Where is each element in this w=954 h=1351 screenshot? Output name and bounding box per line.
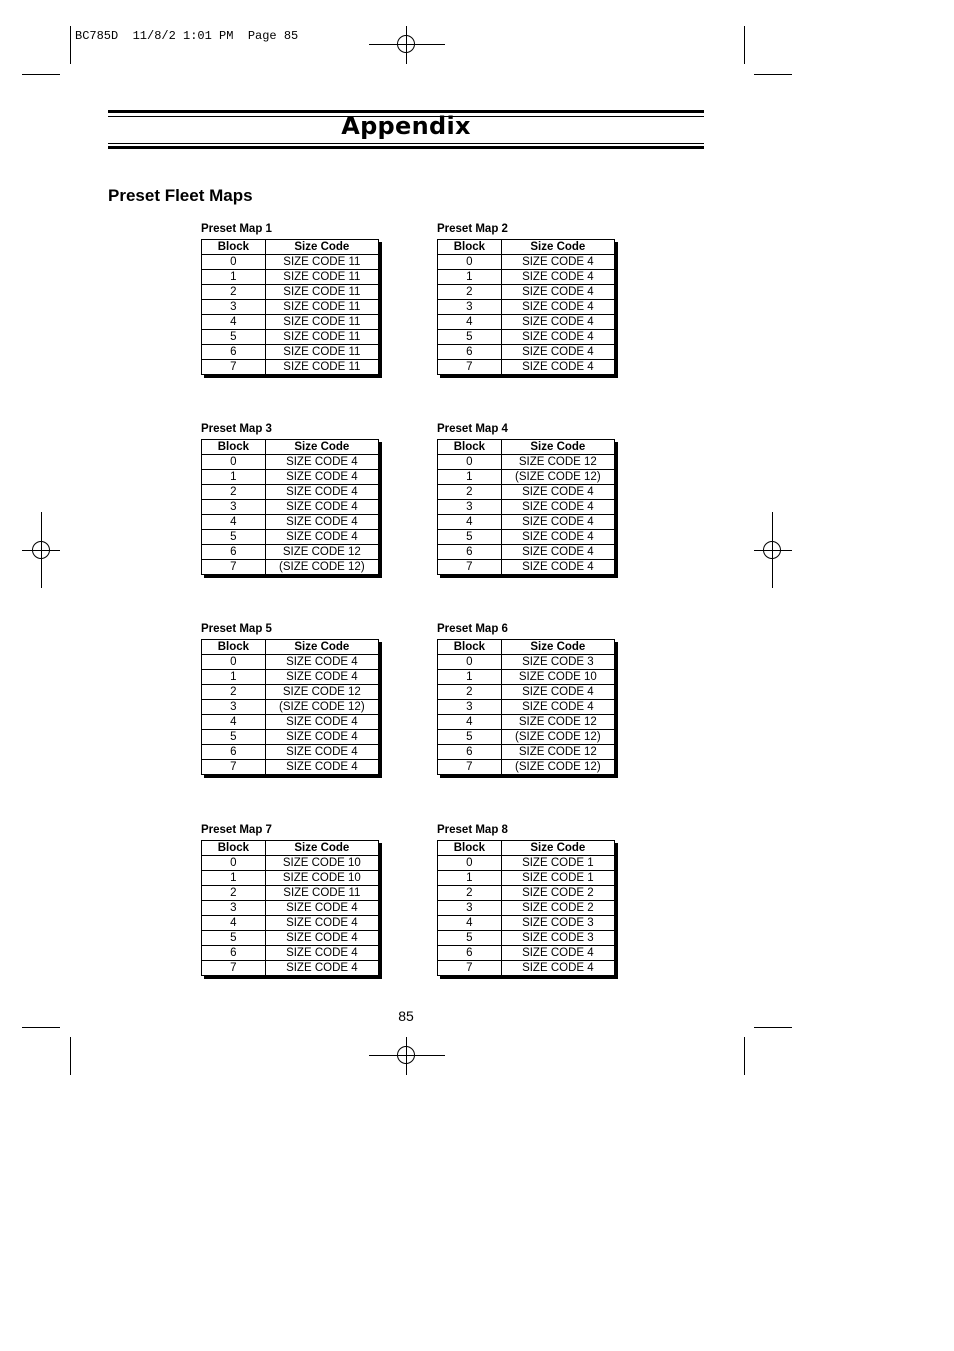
table-row — [202, 856, 379, 871]
block-cell: 2 — [438, 285, 502, 300]
column-header-block: Block — [438, 841, 502, 856]
preset-map-table — [437, 840, 615, 976]
block-cell: 3 — [202, 300, 266, 315]
block-cell: 5 — [438, 931, 502, 946]
size-code-cell: SIZE CODE 12 — [265, 545, 378, 560]
table-row — [438, 670, 615, 685]
column-header-block: Block — [438, 440, 502, 455]
table-row — [202, 946, 379, 961]
size-code-cell: SIZE CODE 4 — [265, 470, 378, 485]
table-row — [438, 560, 615, 575]
block-cell: 4 — [202, 715, 266, 730]
block-cell: 0 — [438, 655, 502, 670]
block-cell: 7 — [202, 360, 266, 375]
block-cell: 3 — [438, 901, 502, 916]
block-cell: 7 — [438, 360, 502, 375]
table-row — [202, 901, 379, 916]
block-cell: 4 — [202, 916, 266, 931]
size-code-cell: SIZE CODE 4 — [501, 270, 614, 285]
table-row — [202, 931, 379, 946]
size-code-cell: SIZE CODE 4 — [265, 485, 378, 500]
table-row — [202, 330, 379, 345]
column-header-block: Block — [202, 640, 266, 655]
section-title: Preset Fleet Maps — [108, 186, 253, 205]
block-cell: 2 — [202, 886, 266, 901]
block-cell: 3 — [202, 901, 266, 916]
table-row — [438, 871, 615, 886]
size-code-cell: SIZE CODE 4 — [501, 360, 614, 375]
size-code-cell: SIZE CODE 3 — [501, 655, 614, 670]
size-code-cell: SIZE CODE 12 — [265, 685, 378, 700]
block-cell: 5 — [438, 730, 502, 745]
column-header-block: Block — [202, 841, 266, 856]
table-row — [202, 871, 379, 886]
size-code-cell: SIZE CODE 4 — [501, 285, 614, 300]
size-code-cell: SIZE CODE 4 — [265, 931, 378, 946]
crop-mark-bottom-left-h — [22, 1027, 60, 1028]
block-cell: 1 — [438, 270, 502, 285]
block-cell: 5 — [438, 330, 502, 345]
table-row — [438, 946, 615, 961]
table-row — [438, 745, 615, 760]
size-code-cell: SIZE CODE 4 — [265, 946, 378, 961]
table-row — [202, 515, 379, 530]
table-row — [202, 500, 379, 515]
block-cell: 7 — [202, 760, 266, 775]
crop-mark-top-right-h — [754, 74, 792, 75]
block-cell: 3 — [202, 500, 266, 515]
printer-slug: BC785D 11/8/2 1:01 PM Page 85 — [75, 29, 299, 43]
size-code-cell: SIZE CODE 4 — [501, 946, 614, 961]
table-row — [438, 886, 615, 901]
table-row — [438, 655, 615, 670]
block-cell: 7 — [438, 961, 502, 976]
block-cell: 0 — [202, 255, 266, 270]
size-code-cell: SIZE CODE 3 — [501, 916, 614, 931]
column-header-size-code: Size Code — [265, 240, 378, 255]
size-code-cell: SIZE CODE 4 — [501, 700, 614, 715]
block-cell: 4 — [202, 515, 266, 530]
size-code-cell: SIZE CODE 4 — [501, 685, 614, 700]
block-cell: 5 — [202, 530, 266, 545]
size-code-cell: SIZE CODE 11 — [265, 270, 378, 285]
table-row — [202, 345, 379, 360]
size-code-cell: SIZE CODE 4 — [501, 485, 614, 500]
size-code-cell: SIZE CODE 4 — [265, 500, 378, 515]
block-cell: 3 — [438, 700, 502, 715]
size-code-cell: SIZE CODE 12 — [501, 455, 614, 470]
block-cell: 1 — [202, 270, 266, 285]
table-row — [202, 916, 379, 931]
block-cell: 1 — [438, 871, 502, 886]
size-code-cell: SIZE CODE 4 — [265, 530, 378, 545]
block-cell: 3 — [438, 500, 502, 515]
crop-mark-bottom-right-v — [744, 1037, 745, 1075]
block-cell: 4 — [438, 315, 502, 330]
table-row — [438, 545, 615, 560]
table-row — [202, 530, 379, 545]
preset-map-label: Preset Map 6 — [437, 623, 508, 635]
block-cell: 6 — [438, 345, 502, 360]
page-title: Appendix — [341, 112, 471, 140]
size-code-cell: SIZE CODE 4 — [501, 545, 614, 560]
block-cell: 4 — [202, 315, 266, 330]
block-cell: 1 — [438, 470, 502, 485]
preset-map-table — [437, 639, 615, 775]
table-row — [202, 655, 379, 670]
size-code-cell: (SIZE CODE 12) — [501, 730, 614, 745]
block-cell: 6 — [438, 745, 502, 760]
preset-map-label: Preset Map 1 — [201, 223, 272, 235]
block-cell: 7 — [202, 961, 266, 976]
preset-map-table — [201, 840, 379, 976]
table-row — [202, 560, 379, 575]
table-row — [202, 670, 379, 685]
size-code-cell: SIZE CODE 4 — [265, 670, 378, 685]
preset-map-5 — [201, 622, 383, 775]
size-code-cell: SIZE CODE 12 — [501, 715, 614, 730]
preset-map-2 — [437, 222, 619, 375]
size-code-cell: SIZE CODE 4 — [501, 255, 614, 270]
column-header-size-code: Size Code — [501, 440, 614, 455]
table-row — [202, 700, 379, 715]
size-code-cell: SIZE CODE 4 — [501, 330, 614, 345]
table-row — [202, 470, 379, 485]
block-cell: 6 — [438, 946, 502, 961]
size-code-cell: SIZE CODE 3 — [501, 931, 614, 946]
size-code-cell: SIZE CODE 11 — [265, 345, 378, 360]
column-header-size-code: Size Code — [501, 240, 614, 255]
table-row — [438, 470, 615, 485]
block-cell: 6 — [438, 545, 502, 560]
size-code-cell: SIZE CODE 11 — [265, 330, 378, 345]
table-row — [438, 285, 615, 300]
size-code-cell: SIZE CODE 4 — [501, 961, 614, 976]
size-code-cell: SIZE CODE 4 — [501, 345, 614, 360]
table-row — [438, 315, 615, 330]
size-code-cell: SIZE CODE 4 — [265, 455, 378, 470]
block-cell: 4 — [438, 515, 502, 530]
table-row — [438, 455, 615, 470]
block-cell: 5 — [202, 330, 266, 345]
size-code-cell: SIZE CODE 10 — [501, 670, 614, 685]
size-code-cell: SIZE CODE 2 — [501, 886, 614, 901]
size-code-cell: SIZE CODE 11 — [265, 886, 378, 901]
block-cell: 6 — [202, 946, 266, 961]
table-row — [202, 360, 379, 375]
preset-map-4 — [437, 422, 619, 575]
block-cell: 2 — [438, 485, 502, 500]
column-header-size-code: Size Code — [265, 440, 378, 455]
title-rule-bottom-thick — [108, 146, 704, 149]
table-row — [438, 685, 615, 700]
table-row — [438, 715, 615, 730]
table-row — [438, 530, 615, 545]
block-cell: 4 — [438, 715, 502, 730]
table-row — [202, 886, 379, 901]
block-cell: 0 — [438, 455, 502, 470]
table-row — [202, 485, 379, 500]
size-code-cell: SIZE CODE 12 — [501, 745, 614, 760]
size-code-cell: SIZE CODE 4 — [501, 530, 614, 545]
block-cell: 0 — [438, 255, 502, 270]
table-row — [438, 901, 615, 916]
block-cell: 7 — [438, 560, 502, 575]
table-row — [202, 730, 379, 745]
table-row — [438, 856, 615, 871]
table-row — [202, 455, 379, 470]
table-row — [202, 285, 379, 300]
size-code-cell: SIZE CODE 4 — [265, 515, 378, 530]
block-cell: 6 — [202, 345, 266, 360]
size-code-cell: SIZE CODE 11 — [265, 285, 378, 300]
table-row — [438, 485, 615, 500]
block-cell: 7 — [438, 760, 502, 775]
size-code-cell: (SIZE CODE 12) — [501, 470, 614, 485]
crop-mark-top-left-v — [70, 26, 71, 64]
size-code-cell: SIZE CODE 11 — [265, 255, 378, 270]
block-cell: 0 — [202, 455, 266, 470]
size-code-cell: SIZE CODE 2 — [501, 901, 614, 916]
table-row — [438, 300, 615, 315]
table-row — [438, 345, 615, 360]
block-cell: 4 — [438, 916, 502, 931]
table-row — [202, 685, 379, 700]
preset-map-6 — [437, 622, 619, 775]
page-number: 85 — [398, 1008, 414, 1024]
column-header-size-code: Size Code — [265, 841, 378, 856]
size-code-cell: SIZE CODE 4 — [501, 515, 614, 530]
preset-map-7 — [201, 823, 383, 976]
preset-map-label: Preset Map 4 — [437, 423, 508, 435]
size-code-cell: SIZE CODE 4 — [501, 560, 614, 575]
preset-map-table — [437, 239, 615, 375]
preset-map-table — [201, 239, 379, 375]
preset-map-3 — [201, 422, 383, 575]
size-code-cell: SIZE CODE 11 — [265, 315, 378, 330]
preset-map-table — [201, 639, 379, 775]
table-row — [202, 270, 379, 285]
preset-map-8 — [437, 823, 619, 976]
block-cell: 0 — [438, 856, 502, 871]
block-cell: 2 — [438, 685, 502, 700]
table-row — [438, 700, 615, 715]
table-row — [438, 255, 615, 270]
block-cell: 1 — [438, 670, 502, 685]
size-code-cell: (SIZE CODE 12) — [265, 700, 378, 715]
column-header-size-code: Size Code — [265, 640, 378, 655]
crop-mark-top-left-h — [22, 74, 60, 75]
block-cell: 1 — [202, 871, 266, 886]
table-row — [438, 515, 615, 530]
size-code-cell: (SIZE CODE 12) — [265, 560, 378, 575]
size-code-cell: SIZE CODE 4 — [265, 916, 378, 931]
preset-map-label: Preset Map 5 — [201, 623, 272, 635]
block-cell: 3 — [202, 700, 266, 715]
preset-map-label: Preset Map 8 — [437, 824, 508, 836]
column-header-block: Block — [438, 240, 502, 255]
crop-mark-bottom-left-v — [70, 1037, 71, 1075]
block-cell: 5 — [202, 730, 266, 745]
block-cell: 1 — [202, 670, 266, 685]
block-cell: 2 — [202, 485, 266, 500]
table-row — [202, 315, 379, 330]
table-row — [438, 916, 615, 931]
size-code-cell: SIZE CODE 10 — [265, 871, 378, 886]
table-row — [202, 715, 379, 730]
block-cell: 5 — [202, 931, 266, 946]
size-code-cell: SIZE CODE 4 — [501, 500, 614, 515]
size-code-cell: SIZE CODE 4 — [265, 760, 378, 775]
size-code-cell: SIZE CODE 1 — [501, 871, 614, 886]
column-header-block: Block — [202, 440, 266, 455]
block-cell: 6 — [202, 745, 266, 760]
preset-map-label: Preset Map 7 — [201, 824, 272, 836]
crop-mark-bottom-right-h — [754, 1027, 792, 1028]
table-row — [202, 760, 379, 775]
block-cell: 0 — [202, 856, 266, 871]
table-row — [438, 760, 615, 775]
table-row — [202, 961, 379, 976]
column-header-block: Block — [202, 240, 266, 255]
table-row — [438, 330, 615, 345]
block-cell: 0 — [202, 655, 266, 670]
column-header-block: Block — [438, 640, 502, 655]
table-row — [202, 255, 379, 270]
preset-map-table — [201, 439, 379, 575]
crop-mark-top-right-v — [744, 26, 745, 64]
preset-map-table — [437, 439, 615, 575]
table-row — [438, 961, 615, 976]
size-code-cell: SIZE CODE 4 — [265, 901, 378, 916]
size-code-cell: SIZE CODE 4 — [265, 961, 378, 976]
block-cell: 2 — [202, 285, 266, 300]
size-code-cell: SIZE CODE 4 — [265, 745, 378, 760]
table-row — [438, 360, 615, 375]
block-cell: 2 — [438, 886, 502, 901]
table-row — [438, 931, 615, 946]
table-row — [438, 270, 615, 285]
size-code-cell: SIZE CODE 4 — [501, 315, 614, 330]
block-cell: 3 — [438, 300, 502, 315]
table-row — [202, 300, 379, 315]
size-code-cell: (SIZE CODE 12) — [501, 760, 614, 775]
size-code-cell: SIZE CODE 11 — [265, 360, 378, 375]
title-rule-bottom-thin — [108, 143, 704, 144]
preset-map-1 — [201, 222, 383, 375]
column-header-size-code: Size Code — [501, 841, 614, 856]
table-row — [438, 730, 615, 745]
size-code-cell: SIZE CODE 1 — [501, 856, 614, 871]
preset-map-label: Preset Map 3 — [201, 423, 272, 435]
table-row — [202, 745, 379, 760]
size-code-cell: SIZE CODE 4 — [265, 655, 378, 670]
preset-map-label: Preset Map 2 — [437, 223, 508, 235]
table-row — [438, 500, 615, 515]
column-header-size-code: Size Code — [501, 640, 614, 655]
block-cell: 6 — [202, 545, 266, 560]
table-row — [202, 545, 379, 560]
size-code-cell: SIZE CODE 11 — [265, 300, 378, 315]
size-code-cell: SIZE CODE 4 — [501, 300, 614, 315]
block-cell: 1 — [202, 470, 266, 485]
block-cell: 2 — [202, 685, 266, 700]
size-code-cell: SIZE CODE 10 — [265, 856, 378, 871]
size-code-cell: SIZE CODE 4 — [265, 715, 378, 730]
size-code-cell: SIZE CODE 4 — [265, 730, 378, 745]
block-cell: 7 — [202, 560, 266, 575]
block-cell: 5 — [438, 530, 502, 545]
